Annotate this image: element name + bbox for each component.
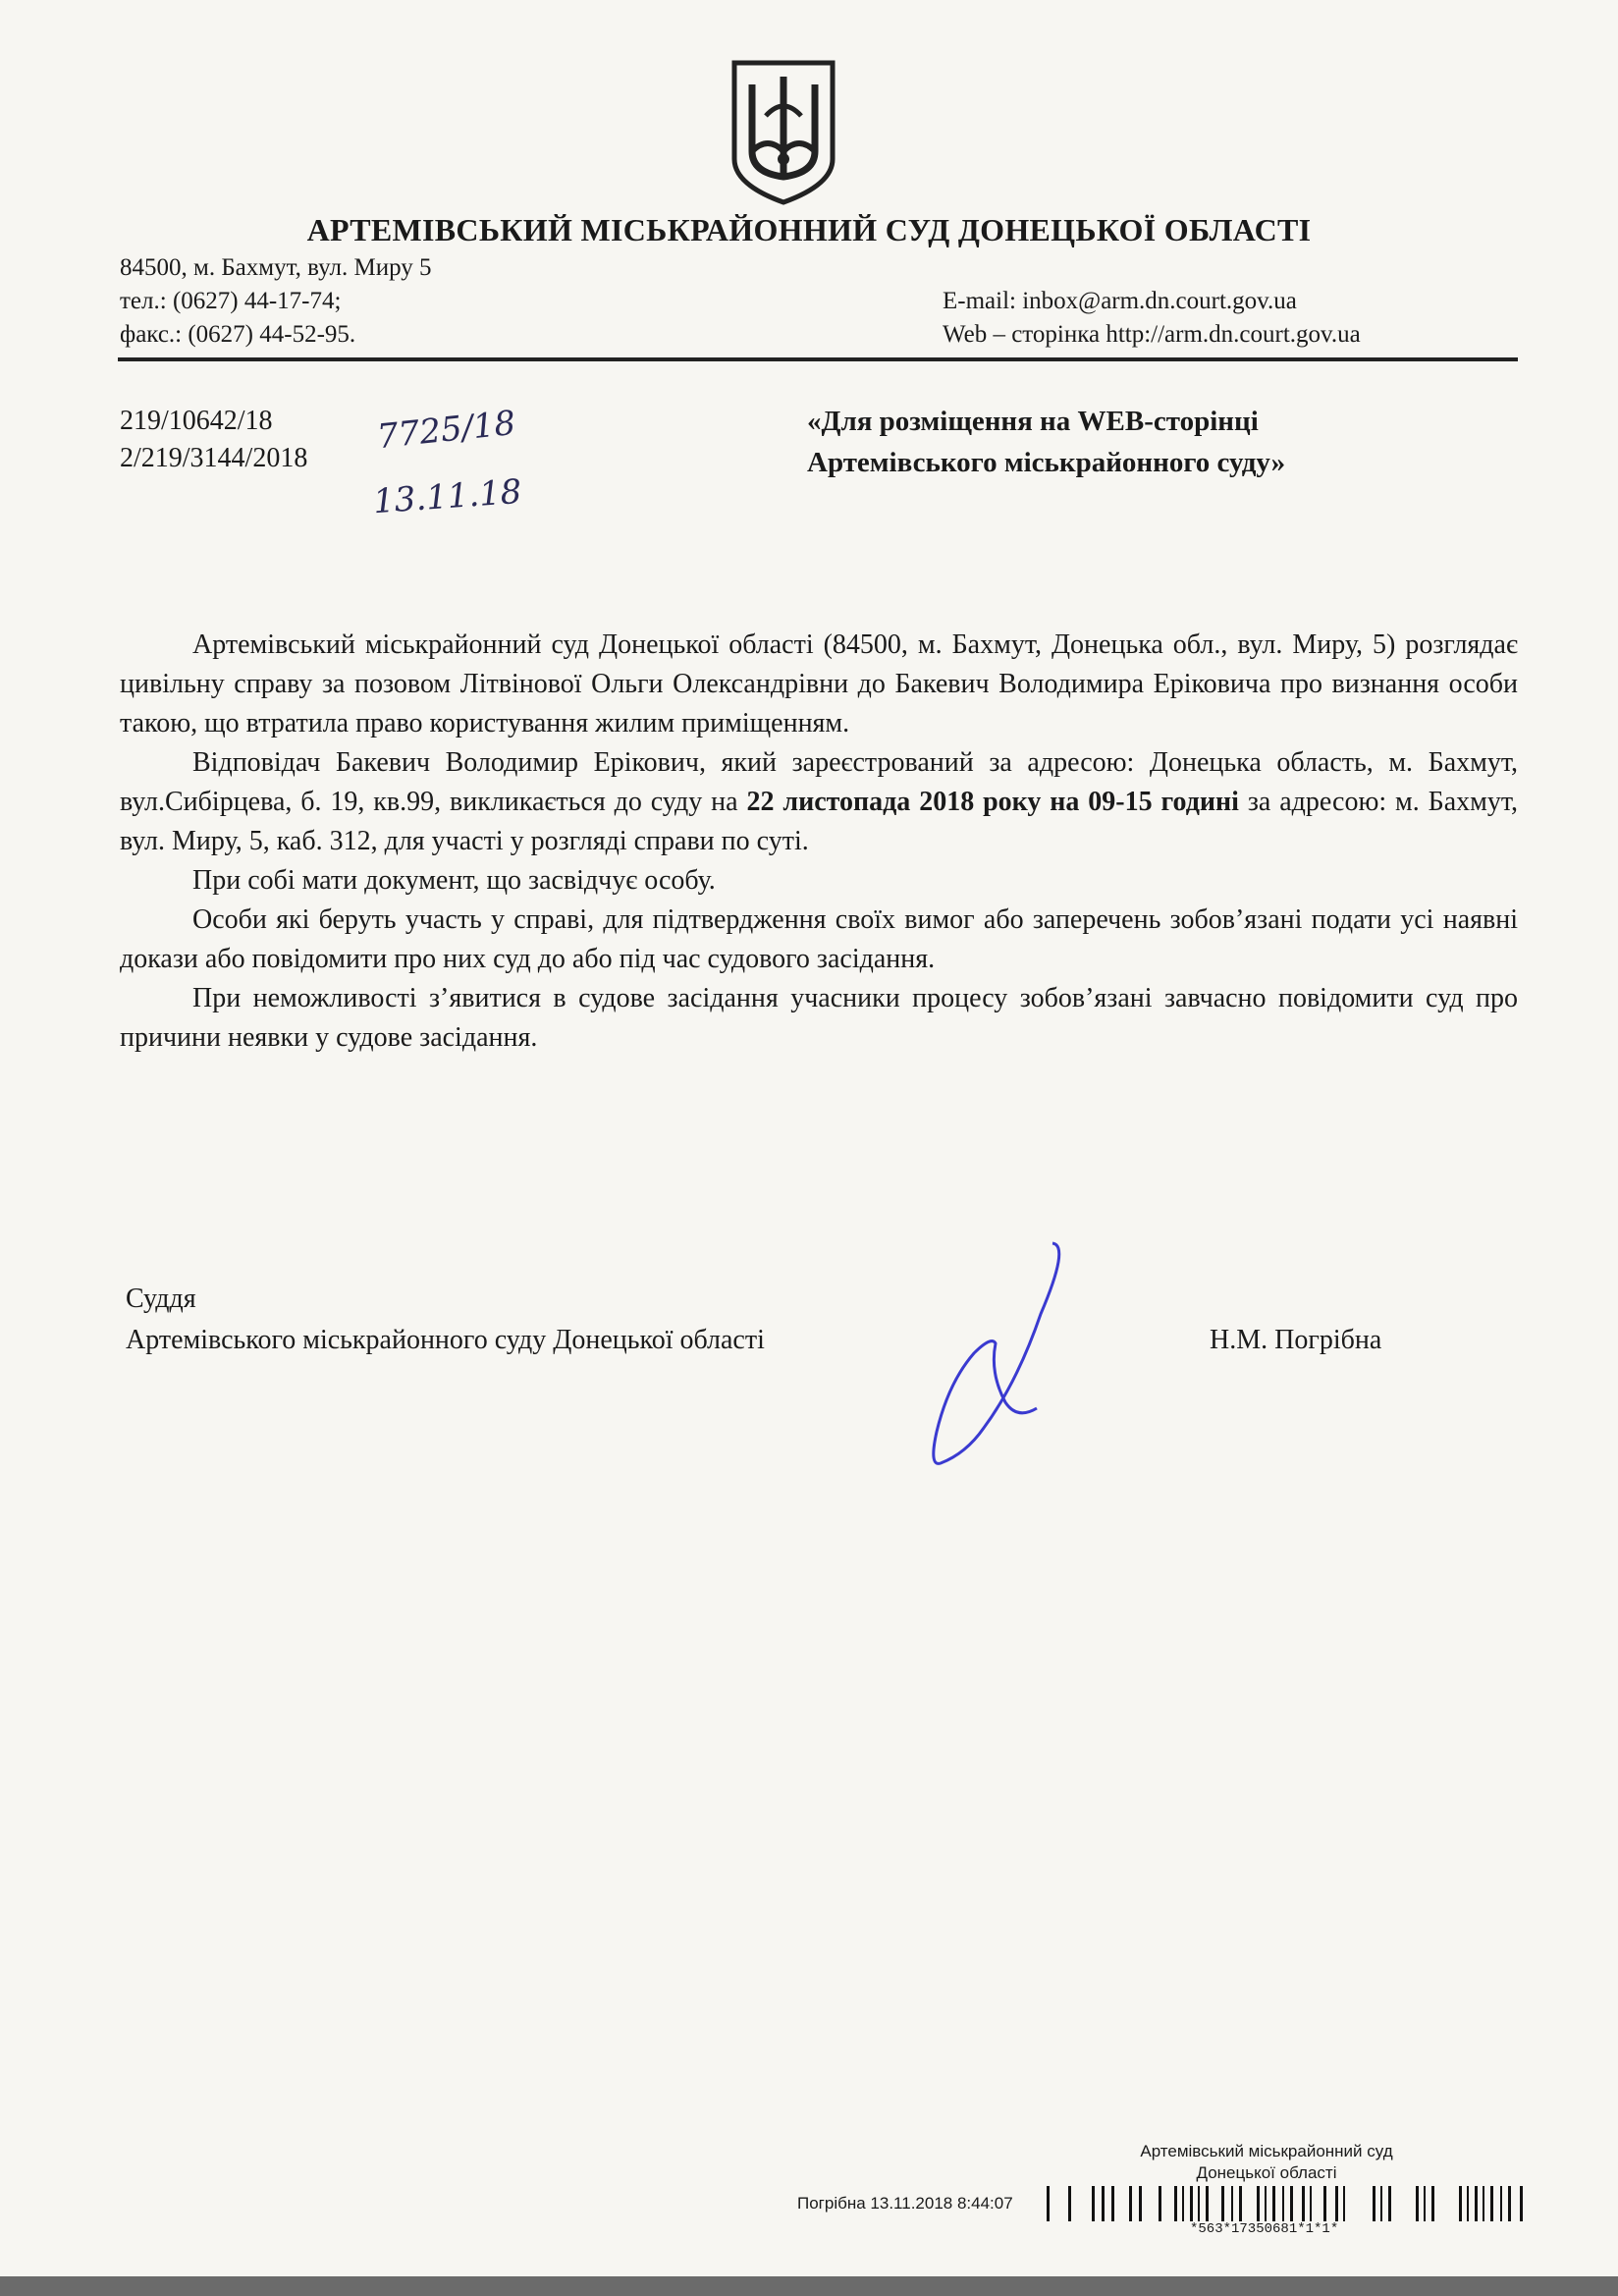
paragraph-evidence: Особи які беруть участь у справі, для підтвердження своїх вимог або заперечень зобов’язані подати усі наявні докази або повідомити про них суд до або під час судового засідання.: [120, 904, 1518, 974]
letter-body: [120, 626, 1518, 1058]
trident-emblem-icon: [728, 57, 838, 206]
paragraph-id-document: При собі мати документ, що засвідчує особу.: [192, 865, 716, 896]
summons-text-start: Відповідач Бакевич Володимир Ерікович, який зареєстрований за адресою: Донецька область, м. Бахмут, вул.Сибірцева, б. 19, кв.99, викликається до суду на: [120, 747, 1518, 817]
handwritten-date: 13.11.18: [371, 471, 523, 522]
scan-edge: [0, 2276, 1618, 2296]
barcode-number: *563*17350681*1*1*: [1190, 2221, 1339, 2237]
header-divider: [118, 357, 1518, 361]
reference-numbers: [120, 403, 307, 477]
case-number: 219/10642/18: [120, 406, 273, 436]
signer-title: Суддя: [126, 1284, 196, 1314]
paragraph-summons: [120, 743, 1518, 861]
registration-court-line-2: Донецької області: [1196, 2163, 1337, 2182]
handwritten-outgoing-number: 7725/18: [375, 403, 517, 458]
paragraph-case: Артемівський міськрайонний суд Донецької області (84500, м. Бахмут, Донецька обл., вул. Миру, 5) розглядає цивільну справу за позовом Літвінової Ольги Олександрівни до Бакевич Володимира Еріковича про визнання особи такою, що втратила право користування жилим приміщенням.: [120, 629, 1518, 738]
signature-block: [126, 1279, 765, 1361]
court-title: АРТЕМІВСЬКИЙ МІСЬКРАЙОННИЙ СУД ДОНЕЦЬКОЇ ОБЛАСТІ: [306, 212, 1312, 247]
signer-court: Артемівського міськрайонного суду Донецької області: [126, 1325, 765, 1355]
notice-line-1: «Для розміщення на WEB-сторінці: [807, 406, 1259, 437]
court-email: E-mail: inbox@arm.dn.court.gov.ua: [943, 288, 1297, 314]
registration-court: [1109, 2141, 1424, 2184]
court-phone: тел.: (0627) 44-17-74;: [120, 288, 342, 314]
registration-court-line-1: Артемівський міськрайонний суд: [1140, 2142, 1393, 2160]
court-website: Web – сторінка http://arm.dn.court.gov.ua: [943, 321, 1361, 348]
proceeding-number: 2/219/3144/2018: [120, 443, 308, 473]
registration-stamp: Погрібна 13.11.2018 8:44:07: [797, 2194, 1013, 2213]
summons-text-end: за адресою: м. Бахмут, вул. Миру, 5, каб. 312, для участі у розгляді справи по суті.: [120, 787, 1518, 856]
hearing-datetime: 22 листопада 2018 року на 09-15 годині: [746, 787, 1239, 817]
judge-name: Н.М. Погрібна: [1210, 1325, 1382, 1355]
publication-notice: [807, 401, 1285, 483]
barcode-icon: [1047, 2186, 1528, 2221]
handwritten-signature-icon: [923, 1235, 1070, 1471]
contact-left: [120, 251, 432, 352]
paragraph-absence: При неможливості з’явитися в судове засідання учасники процесу зобов’язані завчасно повідомити суд про причини неявки у судове засідання.: [120, 983, 1518, 1053]
contact-right: [943, 285, 1361, 352]
court-address: 84500, м. Бахмут, вул. Миру 5: [120, 254, 432, 281]
notice-line-2: Артемівського міськрайонного суду»: [807, 447, 1286, 478]
court-fax: факс.: (0627) 44-52-95.: [120, 321, 356, 348]
